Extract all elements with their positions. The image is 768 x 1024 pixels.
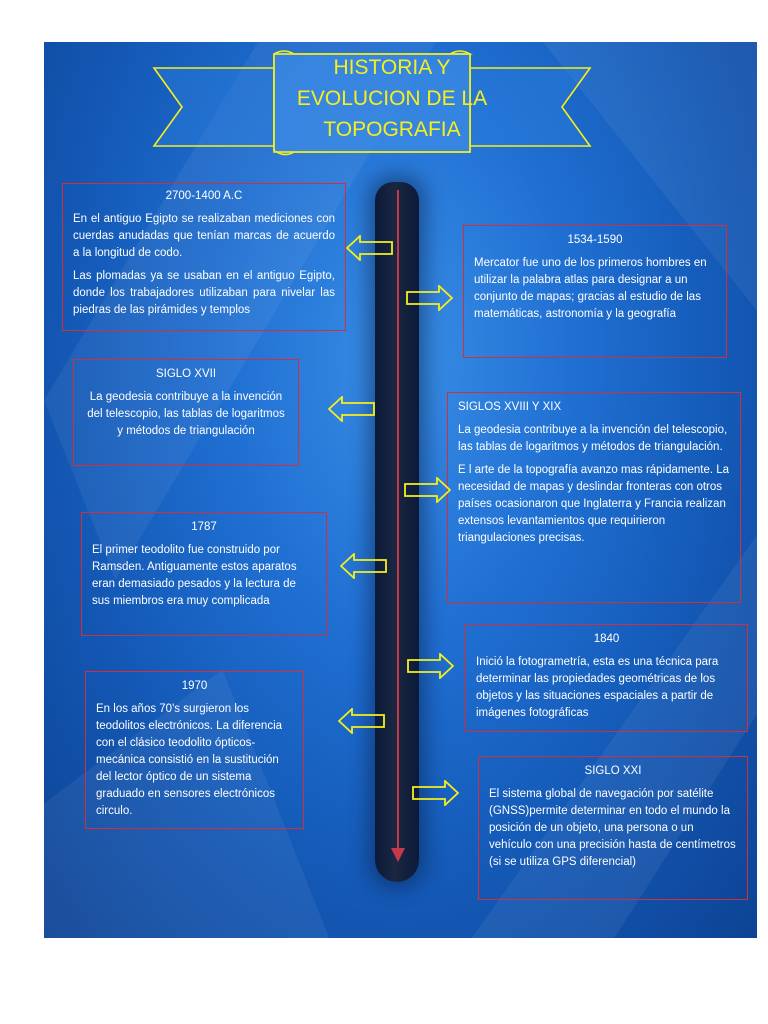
banner-left-ribbon <box>154 68 274 146</box>
event-box-siglo-xxi <box>478 756 748 900</box>
timeline-line <box>397 190 399 850</box>
event-text: Las plomadas ya se usaban en el antiguo Egipto, donde los trabajadores utilizaban para nivelar las piedras de las pirámides y templos <box>73 270 335 316</box>
event-period: 1534-1590 <box>567 234 623 246</box>
arrow-left-icon <box>338 708 386 734</box>
event-period: 1970 <box>181 680 208 692</box>
event-text: E l arte de la topografía avanzo mas rápidamente. La necesidad de mapas y deslindar fronteras con otros países ocasionaron que Inglaterra y Francia realizan extensos levantamientos que requirieron triangulaciones precisas. <box>458 464 730 544</box>
event-period: 1787 <box>191 521 217 533</box>
event-text: Inició la fotogrametría, esta es una técnica para determinar las propiedades geométricas de los objetos y las situaciones espaciales a partir de imágenes fotográficas <box>476 656 719 719</box>
event-text: Mercator fue uno de los primeros hombres en utilizar la palabra atlas para designar a un conjunto de mapas; gracias al estudio de las matemáticas, astronomía y la geografía <box>474 257 707 320</box>
arrow-right-icon <box>403 477 451 503</box>
event-text: En los años 70's surgieron los teodolitos electrónicos. La diferencia con el clásico teodolito ópticos-mecánica consistió en la sustitución del lector óptico de un sistema graduado en sensores electrónicos circulo. <box>96 703 283 817</box>
event-period: SIGLO XXI <box>584 765 642 777</box>
page-title: HISTORIA Y EVOLUCION DE LA TOPOGRAFIA <box>296 56 488 141</box>
timeline-arrow-tip <box>391 848 405 862</box>
arrow-right-icon <box>405 285 453 311</box>
arrow-left-icon <box>340 553 388 579</box>
event-box-2700-1400 <box>62 183 346 331</box>
event-box-1534-1590 <box>463 225 727 358</box>
event-text: En el antiguo Egipto se realizaban mediciones con cuerdas anudadas que tenían marcas de acuerdo a la longitud de codo. <box>73 213 335 259</box>
arrow-right-icon <box>411 780 459 806</box>
event-text: La geodesia contribuye a la invención del telescopio, las tablas de logaritmos y métodos de triangulación. <box>458 424 728 453</box>
arrow-right-icon <box>406 653 454 679</box>
event-text: El primer teodolito fue construido por Ramsden. Antiguamente estos aparatos eran demasiado pesados y la lectura de sus miembros era muy complicada <box>92 544 297 607</box>
event-box-siglo-xvii <box>73 359 299 466</box>
event-text: El sistema global de navegación por satélite (GNSS)permite determinar en todo el mundo la posición de un objeto, una persona o un vehículo con una precisión hasta de centímetros (si se utiliza GPS diferencial) <box>489 788 736 868</box>
arrow-left-icon <box>328 396 376 422</box>
event-box-1787 <box>81 512 327 636</box>
event-period: SIGLOS XVIII Y XIX <box>458 401 562 413</box>
event-box-siglos-xviii-xix <box>447 392 741 603</box>
event-box-1970 <box>85 671 304 829</box>
event-period: 1840 <box>593 633 620 645</box>
arrow-left-icon <box>346 235 394 261</box>
event-text: La geodesia contribuye a la invención del telescopio, las tablas de logaritmos y métodos de triangulación <box>87 391 285 437</box>
event-box-1840 <box>465 624 748 732</box>
event-period: 2700-1400 A.C <box>165 190 243 202</box>
event-period: SIGLO XVII <box>155 368 217 380</box>
